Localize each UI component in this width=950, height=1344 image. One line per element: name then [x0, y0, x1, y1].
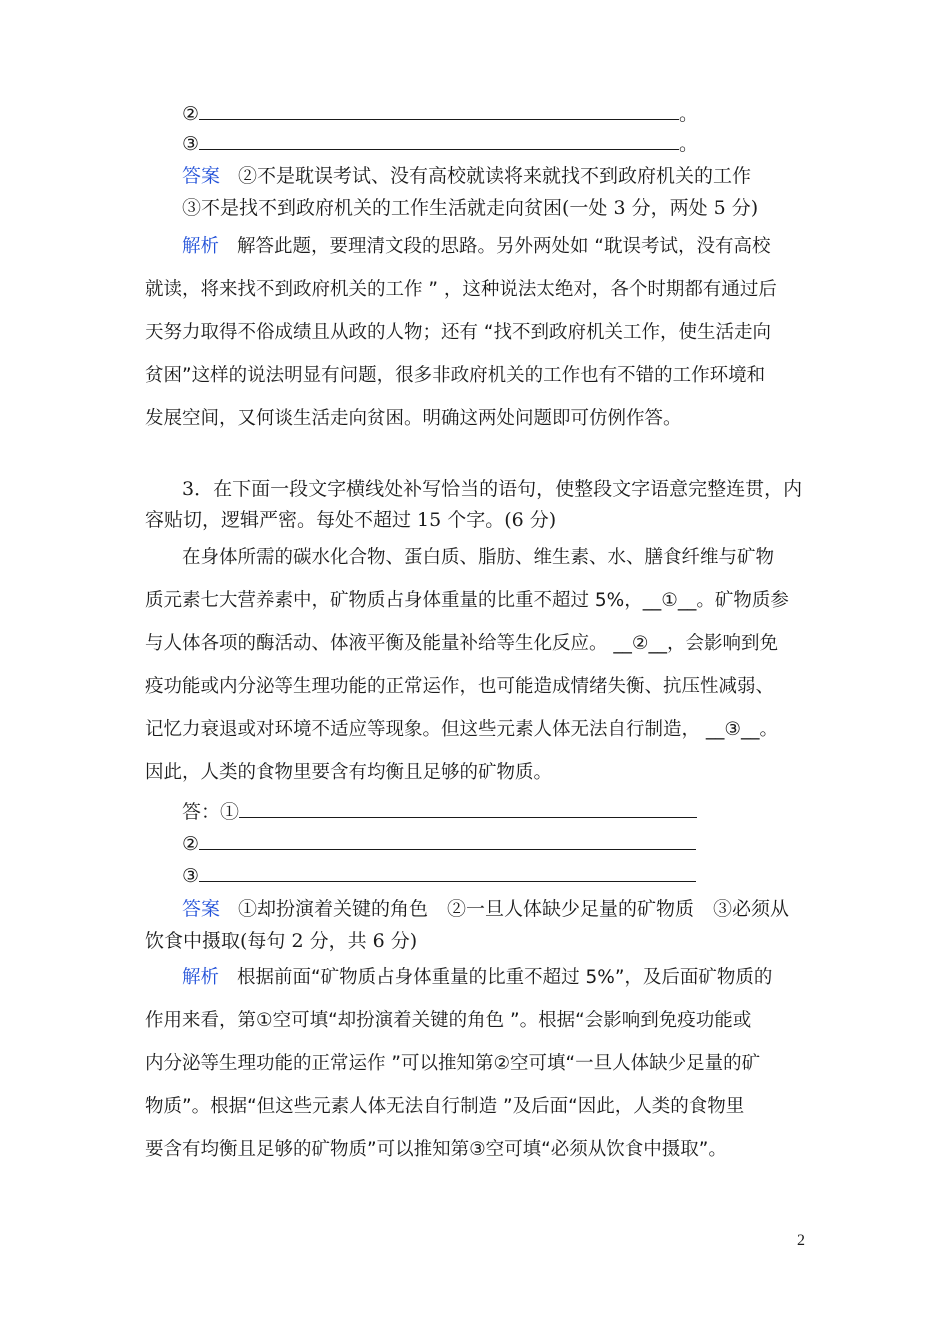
q3-passage-line: 疫功能或内分泌等生理功能的正常运作，也可能造成情绪失衡、抗压性减弱、	[145, 676, 775, 697]
q3-answer: 答案 ①却扮演着关键的角色 ②一旦人体缺少足量的矿物质 ③必须从	[182, 898, 790, 920]
q2-analysis-line: 发展空间，又何谈生活走向贫困。明确这两处问题即可仿例作答。	[145, 408, 682, 429]
analysis-label: 解析	[182, 967, 220, 988]
q3-passage-line: 记忆力衰退或对环境不适应等现象。但这些元素人体无法自行制造， __③__。	[145, 719, 778, 740]
circled-number-2: ②	[182, 103, 200, 125]
q2-analysis-line: 天努力取得不俗成绩且从政的人物；还有 “找不到政府机关工作，使生活走向	[145, 322, 771, 343]
answer-blank-rule	[199, 863, 696, 882]
q3-answer-blank-1: 答：①	[182, 799, 697, 824]
q3-question-cont: 容贴切，逻辑严密。每处不超过 15 个字。(6 分)	[145, 509, 557, 531]
page-number: 2	[797, 1232, 805, 1249]
circled-number-3: ③	[182, 133, 200, 155]
q3-answer-blank-2: ②	[182, 831, 696, 856]
q2-analysis-line: 贫困”这样的说法明显有问题，很多非政府机关的工作也有不错的工作环境和	[145, 365, 766, 386]
q3-analysis-line: 要含有均衡且足够的矿物质”可以推知第③空可填“必须从饮食中摄取”。	[145, 1139, 727, 1160]
answer-blank-rule	[239, 799, 697, 818]
q2-answer-cont: ③不是找不到政府机关的工作生活就走向贫困(一处 3 分，两处 5 分)	[182, 197, 759, 219]
q2-analysis-line: 就读，将来找不到政府机关的工作 ” ，这种说法太绝对，各个时期都有通过后	[145, 279, 777, 300]
answer-prompt: 答：	[182, 801, 221, 823]
answer-label: 答案	[182, 165, 221, 187]
blank-3: __③__	[705, 719, 760, 740]
q2-answer: 答案 ②不是耽误考试、没有高校就读将来就找不到政府机关的工作	[182, 165, 752, 187]
answer-blank-rule	[199, 831, 696, 850]
analysis-label: 解析	[182, 236, 220, 257]
q3-analysis-line: 作用来看，第①空可填“却扮演着关键的角色 ”。根据“会影响到免疫功能或	[145, 1010, 752, 1031]
q3-answer-cont: 饮食中摄取(每句 2 分，共 6 分)	[145, 930, 418, 952]
q3-analysis-line: 内分泌等生理功能的正常运作 ”可以推知第②空可填“一旦人体缺少足量的矿	[145, 1053, 761, 1074]
q3-analysis-line: 物质”。根据“但这些元素人体无法自行制造 ”及后面“因此，人类的食物里	[145, 1096, 745, 1117]
q3-passage-line: 在身体所需的碳水化合物、蛋白质、脂肪、维生素、水、膳食纤维与矿物	[182, 547, 775, 568]
q3-passage-line: 因此，人类的食物里要含有均衡且足够的矿物质。	[145, 762, 553, 783]
q3-passage-line: 质元素七大营养素中，矿物质占身体重量的比重不超过 5%，__①__。矿物质参	[145, 590, 789, 611]
blank-2: __②__	[613, 633, 667, 654]
answer-blank-rule	[199, 131, 679, 150]
blank-1: __①__	[642, 590, 697, 611]
q3-analysis: 解析 根据前面“矿物质占身体重量的比重不超过 5%”，及后面矿物质的	[182, 967, 773, 988]
q3-answer-blank-3: ③	[182, 863, 696, 888]
q2-analysis: 解析 解答此题，要理清文段的思路。另外两处如 “耽误考试，没有高校	[182, 236, 771, 257]
q3-passage-line: 与人体各项的酶活动、体液平衡及能量补给等生化反应。 __②__，会影响到免	[145, 633, 778, 654]
answer-line-2: ② 。	[182, 103, 699, 125]
q3-question: 3．在下面一段文字横线处补写恰当的语句，使整段文字语意完整连贯，内	[182, 478, 803, 500]
answer-line-3: ③ 。	[182, 133, 699, 155]
answer-blank-rule	[199, 101, 679, 120]
answer-label: 答案	[182, 898, 221, 920]
